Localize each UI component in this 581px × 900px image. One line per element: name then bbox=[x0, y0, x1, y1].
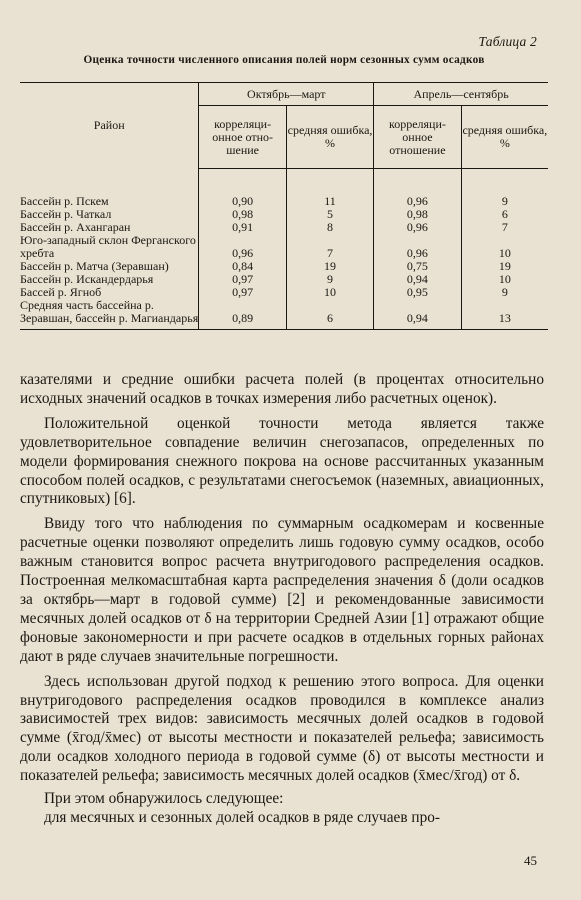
region-header: Район bbox=[20, 83, 199, 169]
subheader-corr-1: корреляци-онное отно-шение bbox=[199, 106, 287, 169]
table-label: Таблица 2 bbox=[478, 34, 537, 49]
subheader-corr-2: корреляци-онное отношение bbox=[374, 106, 462, 169]
group-header-apr-sep: Апрель—сентябрь bbox=[374, 83, 548, 106]
table-row: Бассейн р. Ахангаран 0,91 8 0,96 7 bbox=[20, 221, 548, 234]
table-row: Бассейн р. Искандердарья 0,97 9 0,94 10 bbox=[20, 273, 548, 286]
page-number: 45 bbox=[524, 853, 537, 868]
subheader-error-2: средняя ошибка, % bbox=[461, 106, 548, 169]
table-row: Бассейн р. Чаткал 0,98 5 0,98 6 bbox=[20, 208, 548, 221]
accuracy-table bbox=[20, 82, 548, 330]
subheader-error-1: средняя ошибка, % bbox=[286, 106, 373, 169]
paragraph: Ввиду того что наблюдения по суммарным осадкомерам и косвенные расчетные оценки позволяют определить лишь годовую сумму осадков, особо важным становится вопрос расчета внутригодового распределения осадков. Построенная мелкомасштабная карта распределения значения δ (доли осадков за октябрь—март в годовой сумме) [2] и рекомендованные зависимости месячных долей осадков от δ на территории Средней Азии [1] отражают общие фоновые закономерности и при расчете осадков в отдельных горных районах дают в ряде случаев значительные погрешности. bbox=[20, 515, 544, 665]
table-row: Средняя часть бассейна р. Зеравшан, бассейн р. Магиандарья 0,89 6 0,94 13 bbox=[20, 299, 548, 330]
paragraph: Здесь использован другой подход к решению этого вопроса. Для оценки внутригодового распределения осадков проводился в комплексе анализ зависимостей трех видов: зависимость месячных долей осадков в годовой сумме (x̄год/x̄мес) от высоты местности и показателей рельефа; зависимость доли осадков холодного периода в годовой сумме (δ) от высоты местности и показателей рельефа; зависимость месячных долей осадков (x̄мес/x̄год) от δ. bbox=[20, 672, 544, 785]
table-caption: Оценка точности численного описания полей норм сезонных сумм осадков bbox=[83, 54, 485, 66]
paragraph: казателями и средние ошибки расчета полей (в процентах относительно исходных значений осадков в точках измерения либо расчетных оценок). bbox=[20, 371, 544, 407]
body-text bbox=[20, 371, 544, 828]
paragraph: для месячных и сезонных долей осадков в ряде случаев про- bbox=[44, 808, 440, 826]
group-header-oct-mar: Октябрь—март bbox=[199, 83, 374, 106]
paragraph: При этом обнаружилось следующее: bbox=[44, 790, 284, 808]
table-row: Бассейн р. Матча (Зеравшан) 0,84 19 0,75 19 bbox=[20, 260, 548, 273]
paragraph: Положительной оценкой точности метода является также удовлетворительное совпадение величин снегозапасов, определенных по модели формирования снежного покрова на основе рассчитанных указанным способом полей осадков, с результатами снегосъемок (наземных, авиационных, спутниковых) [6]. bbox=[20, 414, 544, 508]
table-row: Бассей р. Ягноб 0,97 10 0,95 9 bbox=[20, 286, 548, 299]
table-row: Юго-западный склон Ферганского хребта 0,96 7 0,96 10 bbox=[20, 234, 548, 260]
table-row: Бассейн р. Пскем 0,90 11 0,96 9 bbox=[20, 195, 548, 208]
